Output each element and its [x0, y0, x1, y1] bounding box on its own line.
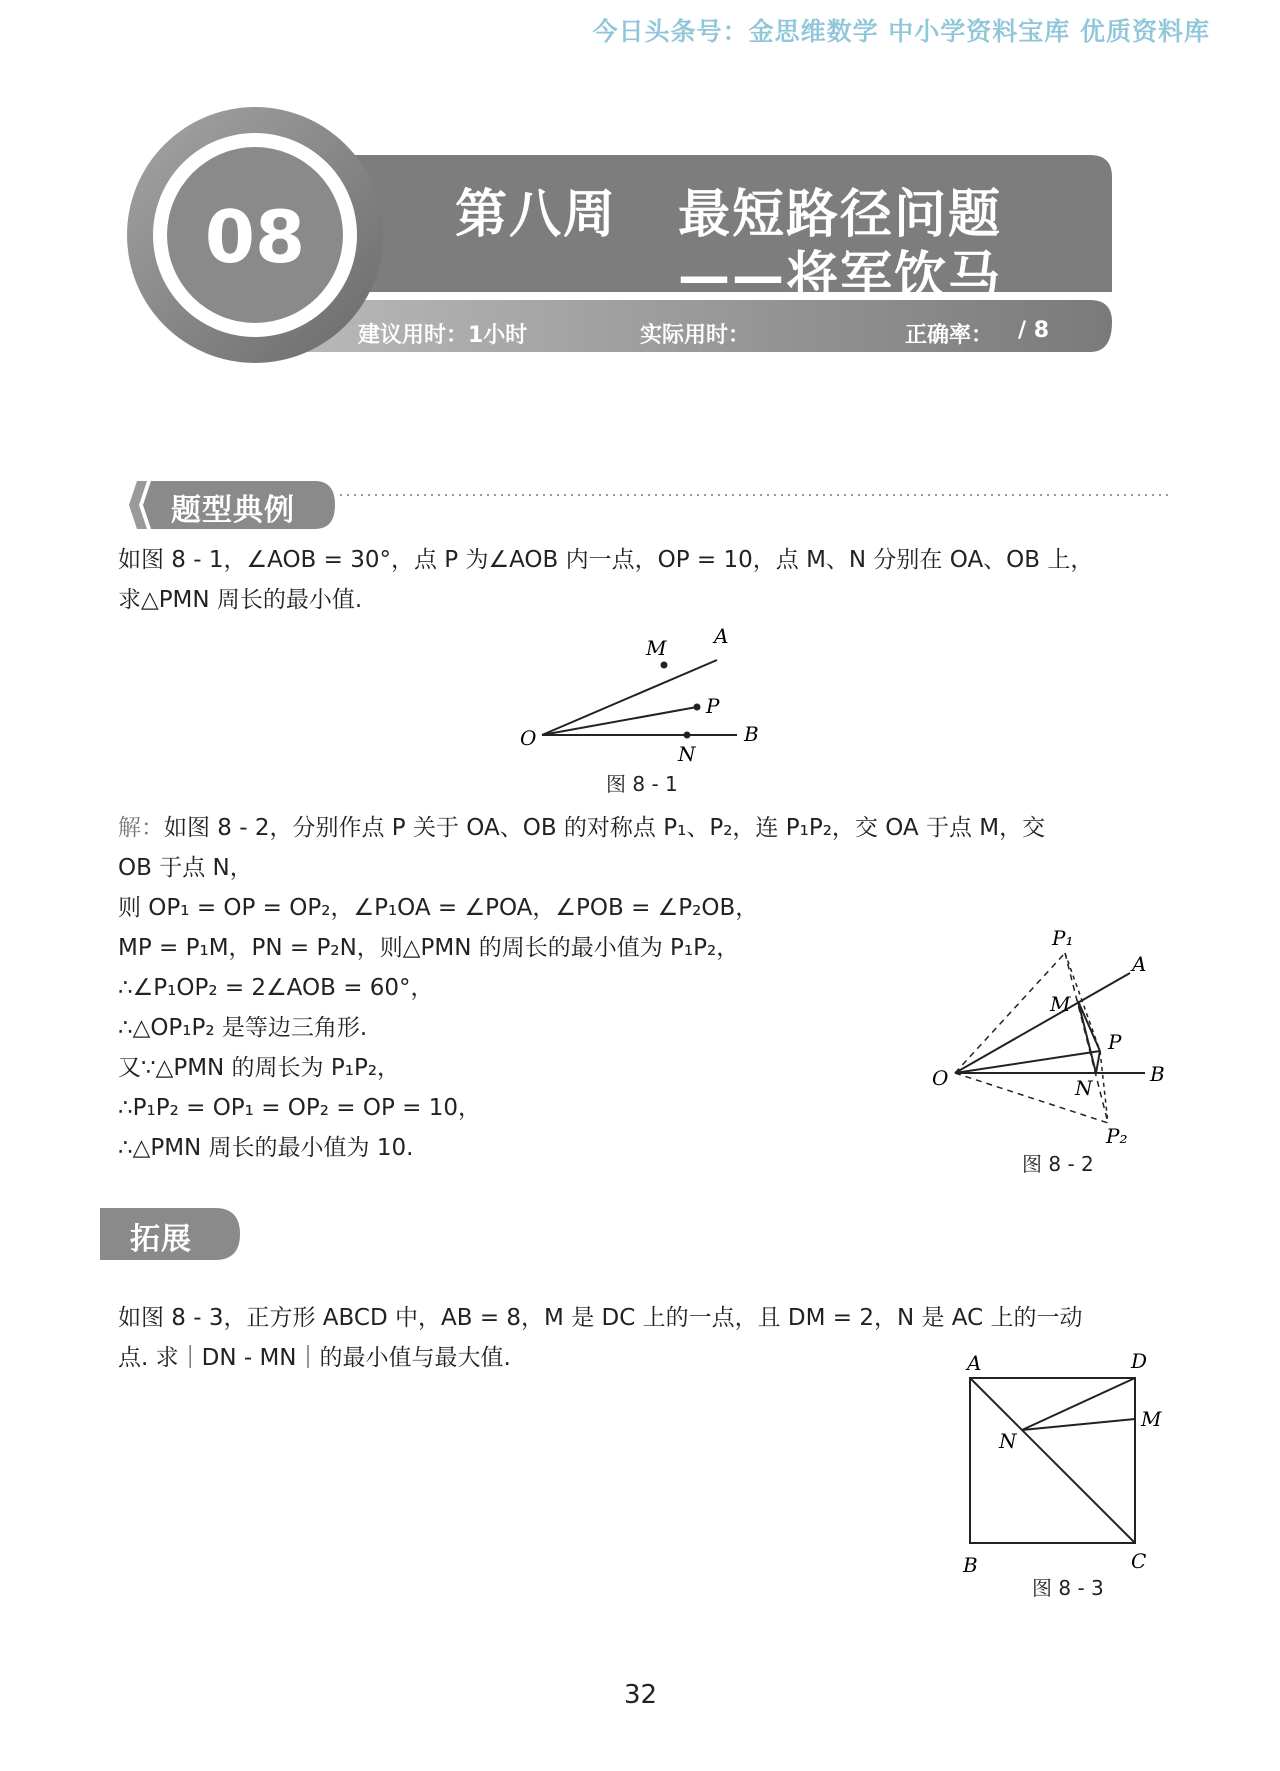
- section-typical-examples: [125, 475, 1175, 535]
- label-m: M: [1050, 992, 1071, 1016]
- section-label-text: 题型典例: [171, 493, 295, 528]
- accuracy-total: / 8: [1018, 318, 1050, 343]
- segment-op: [955, 1051, 1100, 1073]
- diagonal-ac: [970, 1378, 1135, 1543]
- label-a: A: [714, 625, 729, 648]
- figure-8-1-caption: 图 8 - 1: [606, 772, 678, 796]
- label-d: D: [1131, 1350, 1148, 1373]
- problem-2-line-1: 如图 8 - 3，正方形 ABCD 中，AB = 8，M 是 DC 上的一点，且 DM = 2，N 是 AC 上的一动: [118, 1305, 1083, 1331]
- suggested-time: 建议用时：1小时: [358, 323, 528, 348]
- problem-2-line-2: 点. 求｜DN - MN｜的最小值与最大值.: [118, 1345, 511, 1371]
- segment-op1: [955, 953, 1065, 1073]
- actual-time: 实际用时：: [640, 323, 751, 348]
- label-m: M: [646, 636, 667, 660]
- week-label: 第八周: [455, 185, 618, 245]
- solution-line-1-text: 如图 8 - 2，分别作点 P 关于 OA、OB 的对称点 P₁、P₂，连 P₁P₂，交 OA 于点 M，交: [164, 815, 1046, 841]
- solution-line-3: 则 OP₁ = OP = OP₂，∠P₁OA = ∠POA，∠POB = ∠P₂OB，: [118, 895, 759, 921]
- label-p: P: [706, 694, 720, 718]
- problem-1-line-1: 如图 8 - 1，∠AOB = 30°，点 P 为∠AOB 内一点，OP = 10，点 M、N 分别在 OA、OB 上，: [118, 547, 1094, 573]
- label-a: A: [1132, 952, 1147, 976]
- figure-8-2: [930, 925, 1170, 1145]
- label-o: O: [932, 1066, 949, 1090]
- segment-mn: [1022, 1419, 1135, 1430]
- solution-line-4: MP = P₁M，PN = P₂N，则△PMN 的周长的最小值为 P₁P₂，: [118, 935, 740, 961]
- section-extension: [100, 1208, 250, 1260]
- label-b: B: [1150, 1062, 1165, 1086]
- label-b: B: [963, 1553, 978, 1577]
- segment-op: [542, 707, 697, 735]
- figure-8-2-caption: 图 8 - 2: [1022, 1152, 1094, 1176]
- section-2-label-text: 拓展: [130, 1222, 192, 1257]
- page-number: 32: [624, 1680, 658, 1710]
- segment-np: [1096, 1051, 1100, 1073]
- watermark-text: 今日头条号：金思维数学 中小学资料宝库 优质资料库: [592, 17, 1210, 46]
- solution-line-5: ∴∠P₁OP₂ = 2∠AOB = 60°，: [118, 975, 434, 1001]
- solution-line-1: [118, 808, 1045, 848]
- label-n: N: [678, 742, 696, 765]
- label-n: N: [1075, 1076, 1093, 1100]
- label-n: N: [999, 1429, 1017, 1453]
- label-c: C: [1131, 1549, 1147, 1573]
- solution-line-2: OB 于点 N，: [118, 855, 253, 881]
- figure-8-1: [512, 625, 772, 765]
- solution-line-7: 又∵△PMN 的周长为 P₁P₂，: [118, 1055, 401, 1081]
- segment-pp2: [1100, 1051, 1108, 1123]
- label-a: A: [967, 1351, 982, 1375]
- label-b: B: [744, 722, 759, 746]
- figure-8-3: [955, 1350, 1175, 1580]
- chapter-header: [0, 0, 1280, 380]
- figure-8-3-caption: 图 8 - 3: [1032, 1576, 1104, 1600]
- accuracy-label: 正确率：: [905, 323, 994, 348]
- point-n: [684, 732, 691, 739]
- solution-line-6: ∴△OP₁P₂ 是等边三角形.: [118, 1015, 368, 1041]
- label-p1: P₁: [1052, 926, 1074, 950]
- solution-prefix: 解：: [118, 815, 164, 841]
- topic-subtitle: ——将军饮马: [678, 247, 1003, 307]
- problem-1-line-2: 求△PMN 周长的最小值.: [118, 587, 363, 613]
- ray-oa: [542, 660, 717, 735]
- label-p: P: [1108, 1030, 1122, 1054]
- point-m: [661, 662, 668, 669]
- label-p2: P₂: [1106, 1124, 1128, 1145]
- segment-dn: [1022, 1378, 1135, 1430]
- solution-line-8: ∴P₁P₂ = OP₁ = OP₂ = OP = 10，: [118, 1095, 482, 1121]
- label-m: M: [1141, 1407, 1162, 1431]
- topic-title: 最短路径问题: [678, 185, 1003, 245]
- chapter-number: 08: [204, 195, 306, 279]
- ray-oa: [955, 973, 1130, 1073]
- point-p: [694, 704, 701, 711]
- label-o: O: [520, 726, 537, 750]
- solution-line-9: ∴△PMN 周长的最小值为 10.: [118, 1135, 414, 1161]
